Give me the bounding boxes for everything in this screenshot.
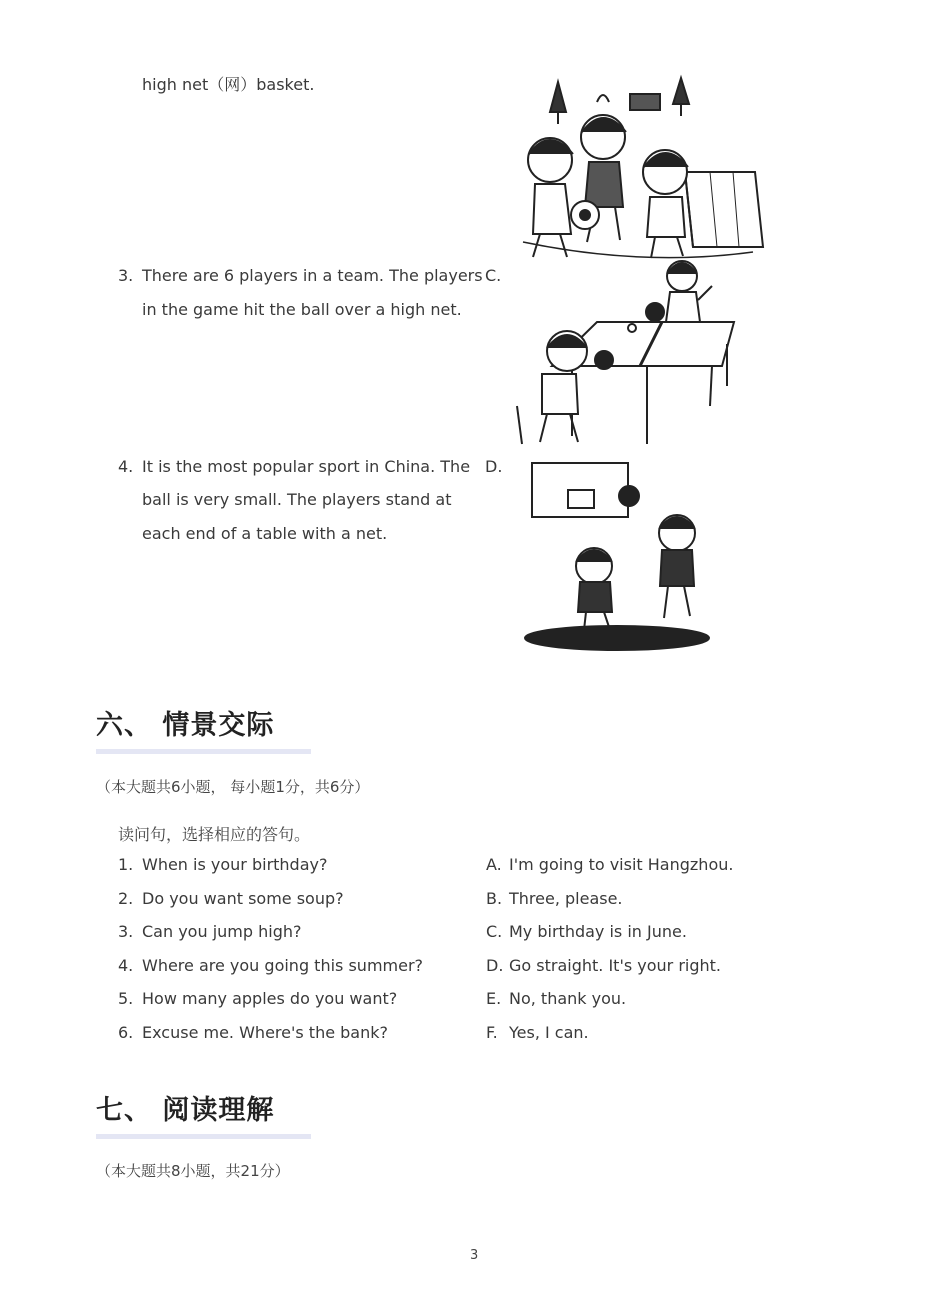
item-letter: C.	[485, 266, 502, 285]
answer-text: Go straight. It's your right.	[509, 956, 722, 975]
item-number: 4.	[118, 457, 134, 476]
question-text: Can you jump high?	[142, 922, 302, 941]
answer-text: No, thank you.	[509, 989, 627, 1008]
section6-title: 六、 情景交际	[96, 710, 275, 741]
question-number: 1.	[118, 855, 134, 874]
answer-letter: A.	[486, 855, 502, 874]
item-number: 3.	[118, 266, 134, 285]
section7-title: 七、 阅读理解	[96, 1095, 275, 1126]
item-text-line: each end of a table with a net.	[142, 524, 388, 543]
answer-text: Yes, I can.	[509, 1023, 589, 1042]
question-number: 6.	[118, 1023, 134, 1042]
answer-letter: D.	[486, 956, 504, 975]
basketball-players-icon	[522, 458, 722, 654]
question-number: 5.	[118, 989, 134, 1008]
section6-note: （本大题共6小题， 每小题1分，共6分）	[96, 778, 370, 796]
question-number: 4.	[118, 956, 134, 975]
section6-title-underline	[96, 749, 311, 754]
item-text-line: in the game hit the ball over a high net.	[142, 300, 462, 319]
section7-title-underline	[96, 1134, 311, 1139]
section7-note: （本大题共8小题，共21分）	[96, 1162, 290, 1180]
question-text: How many apples do you want?	[142, 989, 398, 1008]
question-text: Excuse me. Where's the bank?	[142, 1023, 388, 1042]
item-text-line: There are 6 players in a team. The players	[142, 266, 483, 285]
section6-instruction: 读问句，选择相应的答句。	[118, 825, 311, 844]
question-text: When is your birthday?	[142, 855, 328, 874]
matching-fragment: high net（网）basket.	[142, 75, 315, 94]
answer-letter: C.	[486, 922, 503, 941]
answer-text: I'm going to visit Hangzhou.	[509, 855, 734, 874]
item-text-line: It is the most popular sport in China. The	[142, 457, 471, 476]
answer-letter: E.	[486, 989, 502, 1008]
question-text: Do you want some soup?	[142, 889, 344, 908]
question-number: 2.	[118, 889, 134, 908]
question-text: Where are you going this summer?	[142, 956, 424, 975]
page-number: 3	[470, 1248, 479, 1263]
table-tennis-players-icon	[512, 256, 740, 448]
answer-letter: B.	[486, 889, 503, 908]
question-number: 3.	[118, 922, 134, 941]
football-players-icon	[505, 72, 767, 260]
answer-text: Three, please.	[509, 889, 623, 908]
item-text-line: ball is very small. The players stand at	[142, 490, 452, 509]
item-letter: D.	[485, 457, 503, 476]
answer-letter: F.	[486, 1023, 498, 1042]
answer-text: My birthday is in June.	[509, 922, 687, 941]
